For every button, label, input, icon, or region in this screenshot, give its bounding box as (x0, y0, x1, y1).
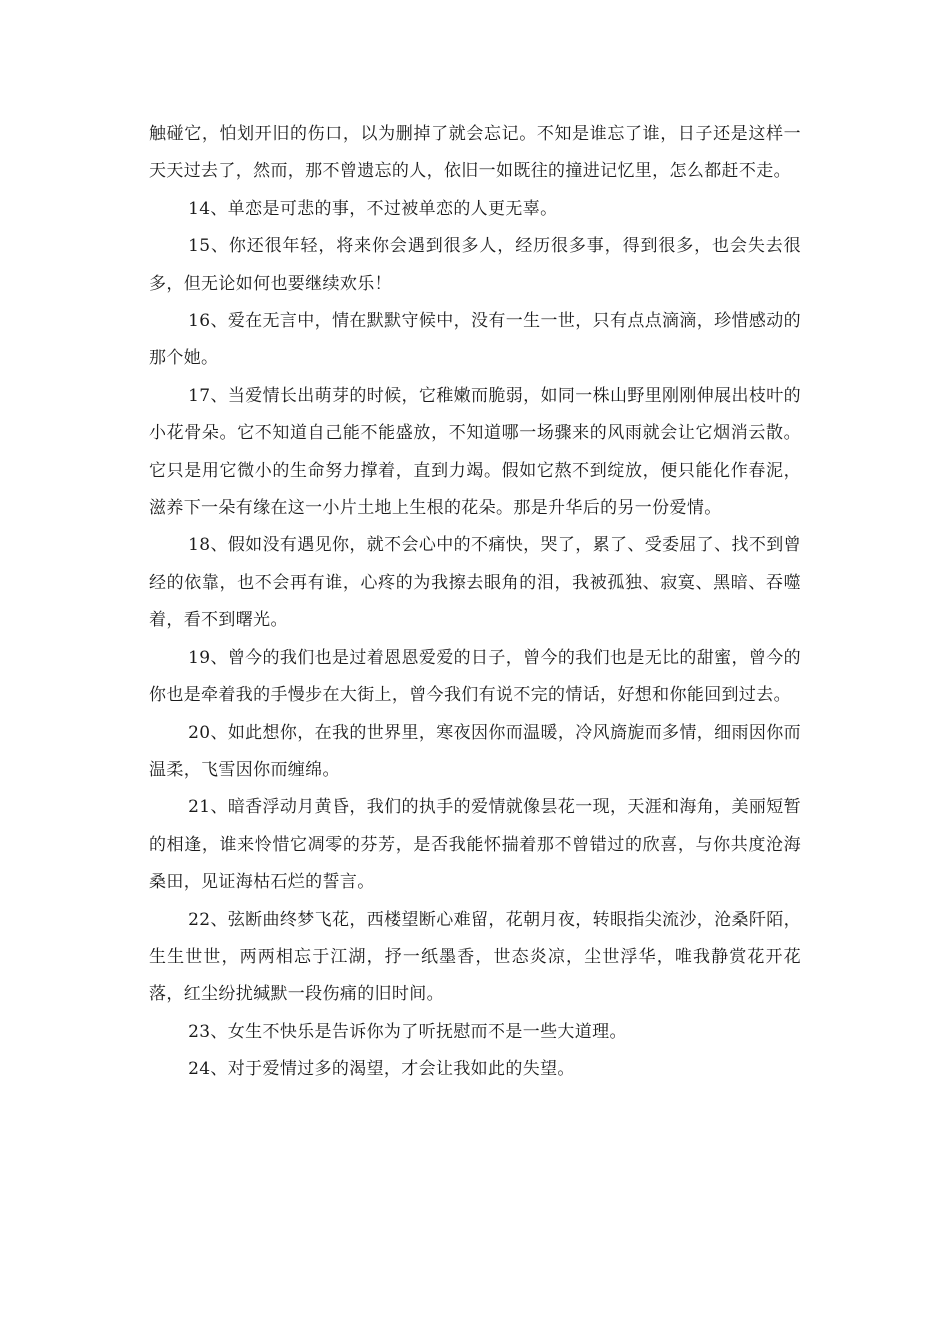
document-body (149, 116, 801, 1089)
paragraph-24: 24、对于爱情过多的渴望，才会让我如此的失望。 (188, 1059, 575, 1080)
paragraph-23: 23、女生不快乐是告诉你为了听抚慰而不是一些大道理。 (188, 1021, 627, 1042)
paragraph-19: 19、曾今的我们也是过着恩恩爱爱的日子，曾今的我们也是无比的甜蜜，曾今的你也是牵着我的手慢步在大街上，曾今我们有说不完的情话，好想和你能回到过去。 (149, 647, 801, 706)
paragraph-22: 22、弦断曲终梦飞花，西楼望断心难留，花朝月夜，转眼指尖流沙，沧桑阡陌，生生世世，两两相忘于江湖，抒一纸墨香，世态炎凉，尘世浮华，唯我静赏花开花落，红尘纷扰缄默一段伤痛的旧时间。 (149, 909, 801, 1005)
paragraph-20: 20、如此想你，在我的世界里，寒夜因你而温暖，冷风旖旎而多情，细雨因你而温柔，飞雪因你而缠绵。 (149, 722, 801, 780)
paragraph-continued: 触碰它，怕划开旧的伤口，以为删掉了就会忘记。不知是谁忘了谁，日子还是这样一天天过去了，然而，那不曾遗忘的人，依旧一如既往的撞进记忆里，怎么都赶不走。 (149, 124, 801, 182)
paragraph-15: 15、你还很年轻，将来你会遇到很多人，经历很多事，得到很多，也会失去很多，但无论如何也要继续欢乐！ (149, 236, 801, 294)
paragraph-17: 17、当爱情长出萌芽的时候，它稚嫩而脆弱，如同一株山野里刚刚伸展出枝叶的小花骨朵。它不知道自己能不能盛放，不知道哪一场骤来的风雨就会让它烟消云散。它只是用它微小的生命努力撑着，直到力竭。假如它熬不到绽放，便只能化作春泥，滋养下一朵有缘在这一小片土地上生根的花朵。那是升华后的另一份爱情。 (149, 385, 801, 519)
paragraph-21: 21、暗香浮动月黄昏，我们的执手的爱情就像昙花一现，天涯和海角，美丽短暂的相逢，谁来怜惜它凋零的芬芳，是否我能怀揣着那不曾错过的欣喜，与你共度沧海桑田，见证海枯石烂的誓言。 (149, 797, 801, 893)
paragraph-16: 16、爱在无言中，情在默默守候中，没有一生一世，只有点点滴滴，珍惜感动的那个她。 (149, 311, 801, 369)
paragraph-18: 18、假如没有遇见你，就不会心中的不痛快，哭了，累了、受委屈了、找不到曾经的依靠，也不会再有谁，心疼的为我擦去眼角的泪，我被孤独、寂寞、黑暗、吞噬着，看不到曙光。 (149, 535, 801, 631)
paragraph-14: 14、单恋是可悲的事，不过被单恋的人更无辜。 (188, 198, 558, 219)
